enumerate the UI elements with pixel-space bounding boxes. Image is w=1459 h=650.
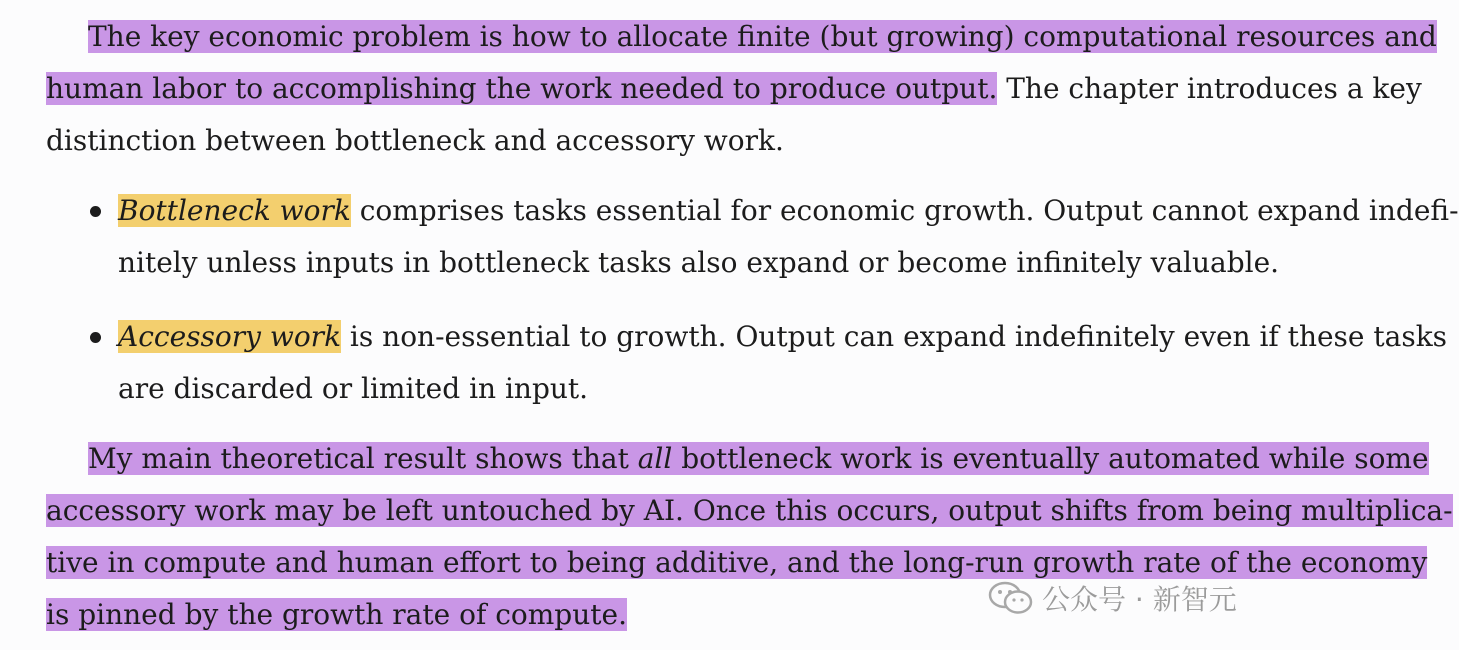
paragraph-2-line-4 (46, 598, 627, 632)
bullet-text: are discarded or limited in input. (118, 372, 589, 405)
highlight-purple: is pinned by the growth rate of compute. (46, 598, 627, 631)
highlight-purple: The key economic problem is how to allocate finite (but growing) computational resources and (88, 20, 1437, 53)
highlight-purple: human labor to accomplishing the work needed to produce output. (46, 72, 998, 105)
highlight-purple: accessory work may be left untouched by AI. Once this occurs, output shifts from being multiplica- (46, 494, 1453, 527)
bullet-1-line-1 (118, 194, 1459, 228)
bullet-2-line-2 (118, 372, 588, 406)
bullet-1-line-2 (118, 246, 1279, 280)
bullet-text: nitely unless inputs in bottleneck tasks also expand or become infinitely valuable. (118, 246, 1280, 279)
highlight-purple: tive in compute and human effort to being additive, and the long-run growth rate of the economy (46, 546, 1428, 579)
term-bottleneck-work: Bottleneck work (118, 194, 351, 227)
bullet-point (90, 206, 101, 217)
watermark-text: 公众号 · 新智元 (1042, 583, 1237, 616)
paragraph-1-line-1 (88, 20, 1437, 54)
paragraph-2-line-1 (88, 442, 1429, 476)
term-accessory-work: Accessory work (118, 320, 342, 353)
bullet-text: is non-essential to growth. Output can expand indefinitely even if these tasks (341, 320, 1448, 353)
watermark (988, 578, 1237, 618)
bullet-2-line-1 (118, 320, 1447, 354)
bullet-point (90, 332, 101, 343)
emphasis-all: all (637, 442, 673, 475)
paragraph-text: The chapter introduces a key (997, 72, 1422, 105)
wechat-icon (988, 580, 1034, 616)
paragraph-1-line-2 (46, 72, 1422, 106)
paragraph-text: bottleneck work is eventually automated while some (672, 442, 1429, 475)
bullet-text: comprises tasks essential for economic growth. Output cannot expand indefi- (350, 194, 1459, 227)
highlight-purple (88, 442, 1429, 475)
paragraph-2-line-2 (46, 494, 1453, 528)
paragraph-1-line-3 (46, 124, 784, 158)
paragraph-text: My main theoretical result shows that (88, 442, 638, 475)
paragraph-2-line-3 (46, 546, 1427, 580)
paragraph-text: distinction between bottleneck and accessory work. (46, 124, 784, 157)
